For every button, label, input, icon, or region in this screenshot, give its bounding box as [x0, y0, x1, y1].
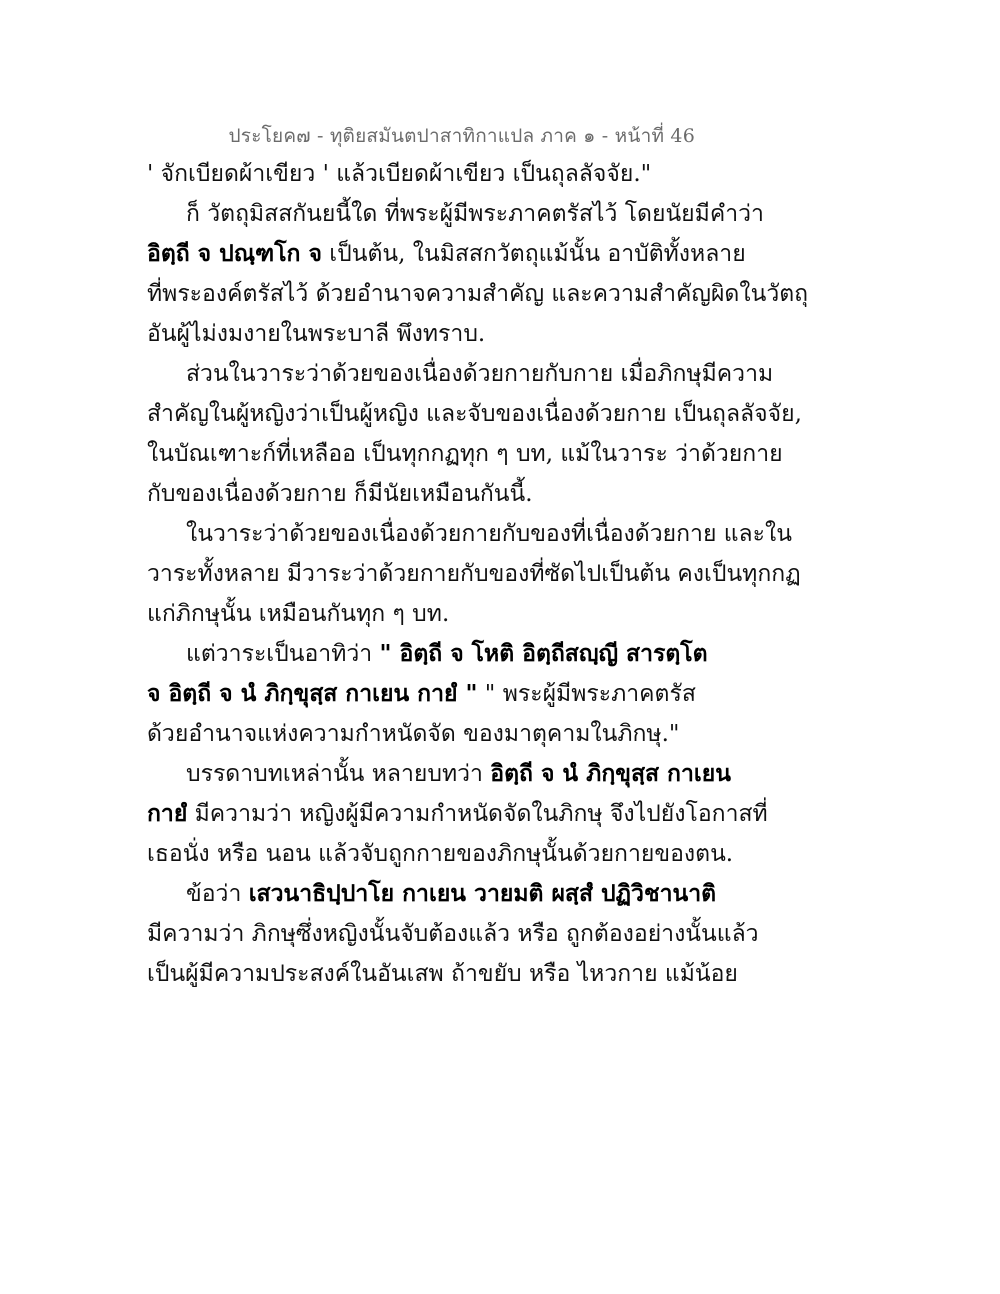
text-line: [147, 959, 738, 989]
paragraph-first-line: [186, 879, 716, 909]
text-line: [147, 239, 746, 269]
text-line: [147, 319, 485, 349]
pali-term: อิตฺถี จ ปณฺฑโก จ: [147, 240, 322, 267]
text-segment: บรรดาบทเหล่านั้น หลายบทว่า: [186, 761, 491, 787]
text-segment: กับของเนื่องด้วยกาย ก็มีนัยเหมือนกันนี้.: [147, 481, 533, 507]
text-line: [147, 919, 759, 949]
text-line: [147, 719, 679, 749]
text-segment: " พระผู้มีพระภาคตรัส: [477, 681, 696, 707]
paragraph-first-line: [186, 199, 764, 229]
text-segment: เธอนั่ง หรือ นอน แล้วจับถูกกายของภิกษุนั้นด้วยกายของตน.: [147, 841, 734, 867]
text-line: [147, 439, 783, 469]
text-line: [147, 839, 733, 869]
text-segment: ด้วยอำนาจแห่งความกำหนัดจัด ของมาตุคามในภิกษุ.": [147, 721, 680, 747]
paragraph-first-line: [186, 759, 731, 789]
pali-term: จ อิตฺถี จ นํ ภิกฺขุสฺส กาเยน กายํ ": [147, 680, 478, 707]
text-segment: มีความว่า หญิงผู้มีความกำหนัดจัดในภิกษุ จึงไปยังโอกาสที่: [187, 801, 768, 827]
text-segment: มีความว่า ภิกษุซึ่งหญิงนั้นจับต้องแล้ว หรือ ถูกต้องอย่างนั้นแล้ว: [147, 921, 759, 947]
text-line: [147, 559, 801, 589]
pali-term: " อิตฺถี จ โหติ อิตฺถีสญฺญี สารตฺโต: [379, 640, 708, 667]
pali-term: อิตฺถี จ นํ ภิกฺขุสฺส กาเยน: [490, 760, 731, 787]
text-segment: ที่พระองค์ตรัสไว้ ด้วยอำนาจความสำคัญ และความสำคัญผิดในวัตถุ: [147, 281, 809, 307]
pali-term: กายํ: [147, 800, 188, 827]
text-segment: ' จักเบียดผ้าเขียว ' แล้วเบียดผ้าเขียว เป็นถุลลัจจัย.": [147, 161, 652, 187]
paragraph-first-line: [186, 639, 708, 669]
text-line: [147, 479, 533, 509]
text-segment: ในวาระว่าด้วยของเนื่องด้วยกายกับของที่เนื่องด้วยกาย และใน: [186, 521, 792, 547]
text-segment: ก็ วัตถุมิสสกันยนี้ใด ที่พระผู้มีพระภาคตรัสไว้ โดยนัยมีคำว่า: [186, 201, 764, 227]
text-line: [147, 279, 808, 309]
text-line: [147, 679, 696, 709]
paragraph-first-line: [186, 359, 773, 389]
page-header: ประโยค๗ - ทุติยสมันตปาสาทิกาแปล ภาค ๑ - หน้าที่ 46: [228, 125, 695, 147]
text-segment: สำคัญในผู้หญิงว่าเป็นผู้หญิง และจับของเนื่องด้วยกาย เป็นถุลลัจจัย,: [147, 401, 802, 427]
text-line: [147, 599, 449, 629]
text-segment: แก่ภิกษุนั้น เหมือนกันทุก ๆ บท.: [147, 601, 450, 627]
text-line: [147, 399, 802, 429]
text-segment: เป็นผู้มีความประสงค์ในอันเสพ ถ้าขยับ หรือ ไหวกาย แม้น้อย: [147, 961, 738, 987]
text-line: [147, 799, 768, 829]
text-segment: อันผู้ไม่งมงายในพระบาลี พึงทราบ.: [147, 321, 486, 347]
text-segment: วาระทั้งหลาย มีวาระว่าด้วยกายกับของที่ซัดไปเป็นต้น คงเป็นทุกกฏ: [147, 561, 801, 587]
text-segment: เป็นต้น, ในมิสสกวัตถุแม้นั้น อาบัติทั้งหลาย: [321, 241, 746, 267]
text-segment: ส่วนในวาระว่าด้วยของเนื่องด้วยกายกับกาย เมื่อภิกษุมีความ: [186, 361, 774, 387]
text-segment: ในบัณเฑาะก์ที่เหลืออ เป็นทุกกฏทุก ๆ บท, แม้ในวาระ ว่าด้วยกาย: [147, 441, 783, 467]
paragraph-first-line: [186, 519, 792, 549]
text-segment: ข้อว่า: [186, 881, 249, 907]
text-segment: แต่วาระเป็นอาทิว่า: [186, 641, 380, 667]
text-line: [147, 159, 651, 189]
pali-term: เสวนาธิปฺปาโย กาเยน วายมติ ผสฺสํ ปฏิวิชานาติ: [248, 880, 717, 907]
